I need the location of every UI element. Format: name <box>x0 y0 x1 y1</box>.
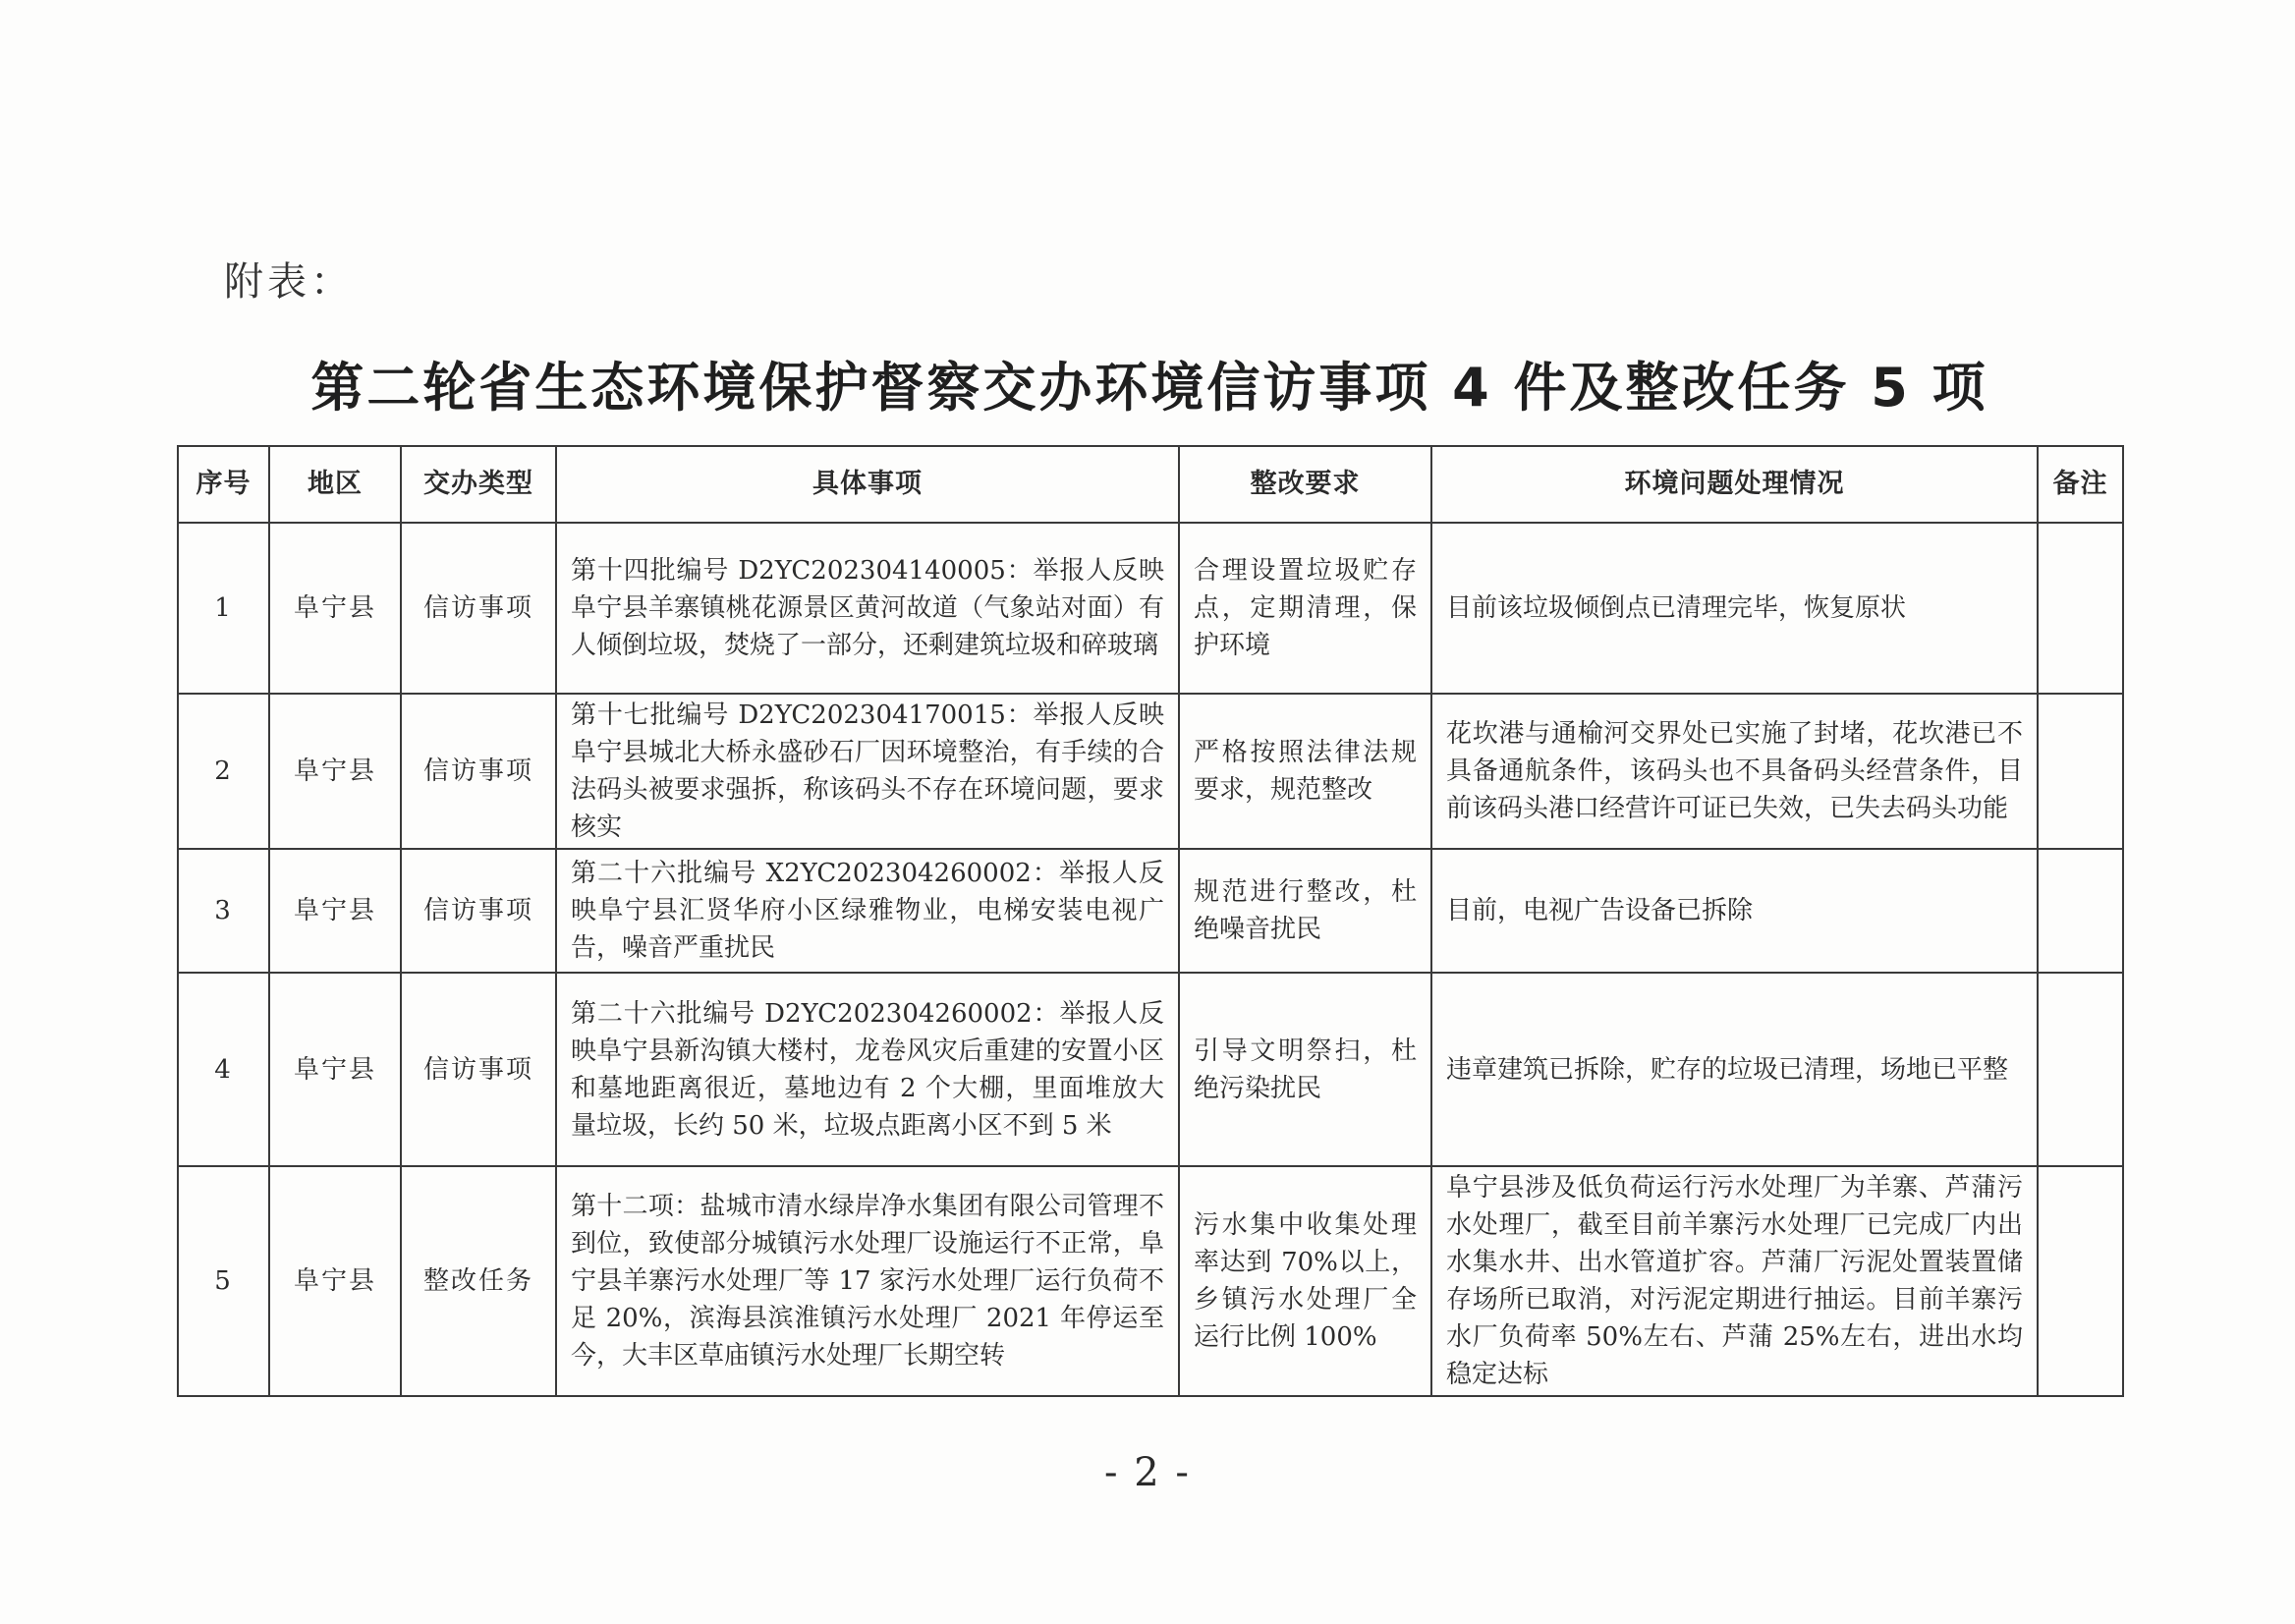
cell-remark <box>2038 694 2123 849</box>
header-type: 交办类型 <box>401 446 556 523</box>
cell-matter: 第二十六批编号 D2YC202304260002：举报人反映阜宁县新沟镇大楼村，龙卷风灾后重建的安置小区和墓地距离很近，墓地边有 2 个大棚，里面堆放大量垃圾，长约 50 米，垃圾点距离小区不到 5 米 <box>556 973 1179 1166</box>
cell-handling: 花坎港与通榆河交界处已实施了封堵，花坎港已不具备通航条件，该码头也不具备码头经营条件，目前该码头港口经营许可证已失效，已失去码头功能 <box>1431 694 2038 849</box>
table-row <box>178 694 2123 849</box>
cell-type: 信访事项 <box>401 694 556 849</box>
cell-region: 阜宁县 <box>269 973 401 1166</box>
cell-handling: 阜宁县涉及低负荷运行污水处理厂为羊寨、芦蒲污水处理厂，截至目前羊寨污水处理厂已完成厂内出水集水井、出水管道扩容。芦蒲厂污泥处置装置储存场所已取消，对污泥定期进行抽运。目前羊寨污水厂负荷率 50%左右、芦蒲 25%左右，进出水均稳定达标 <box>1431 1166 2038 1396</box>
cell-region: 阜宁县 <box>269 523 401 694</box>
cell-requirement: 合理设置垃圾贮存点，定期清理，保护环境 <box>1179 523 1431 694</box>
cell-requirement: 污水集中收集处理率达到 70%以上，乡镇污水处理厂全运行比例 100% <box>1179 1166 1431 1396</box>
cell-matter: 第十七批编号 D2YC202304170015：举报人反映阜宁县城北大桥永盛砂石厂因环境整治，有手续的合法码头被要求强拆，称该码头不存在环境问题，要求核实 <box>556 694 1179 849</box>
cell-handling: 违章建筑已拆除，贮存的垃圾已清理，场地已平整 <box>1431 973 2038 1166</box>
cell-requirement: 引导文明祭扫，杜绝污染扰民 <box>1179 973 1431 1166</box>
cell-handling: 目前，电视广告设备已拆除 <box>1431 849 2038 973</box>
cell-requirement: 严格按照法律法规要求，规范整改 <box>1179 694 1431 849</box>
cell-handling: 目前该垃圾倾倒点已清理完毕，恢复原状 <box>1431 523 2038 694</box>
header-region: 地区 <box>269 446 401 523</box>
cell-no: 2 <box>178 694 269 849</box>
table-header-row <box>178 446 2123 523</box>
cell-region: 阜宁县 <box>269 1166 401 1396</box>
table-row <box>178 849 2123 973</box>
cell-remark <box>2038 523 2123 694</box>
page-number: - 2 - <box>1104 1450 1191 1495</box>
cell-matter: 第十四批编号 D2YC202304140005：举报人反映阜宁县羊寨镇桃花源景区黄河故道（气象站对面）有人倾倒垃圾，焚烧了一部分，还剩建筑垃圾和碎玻璃 <box>556 523 1179 694</box>
cell-type: 信访事项 <box>401 973 556 1166</box>
cell-type: 信访事项 <box>401 849 556 973</box>
table-row <box>178 1166 2123 1396</box>
cell-no: 3 <box>178 849 269 973</box>
petition-table <box>177 445 2124 1397</box>
table-row <box>178 973 2123 1166</box>
header-no: 序号 <box>178 446 269 523</box>
cell-matter: 第二十六批编号 X2YC202304260002：举报人反映阜宁县汇贤华府小区绿雅物业，电梯安装电视广告，噪音严重扰民 <box>556 849 1179 973</box>
cell-requirement: 规范进行整改，杜绝噪音扰民 <box>1179 849 1431 973</box>
cell-region: 阜宁县 <box>269 694 401 849</box>
cell-remark <box>2038 849 2123 973</box>
cell-remark <box>2038 973 2123 1166</box>
cell-no: 1 <box>178 523 269 694</box>
cell-matter: 第十二项：盐城市清水绿岸净水集团有限公司管理不到位，致使部分城镇污水处理厂设施运行不正常，阜宁县羊寨污水处理厂等 17 家污水处理厂运行负荷不足 20%，滨海县滨淮镇污水处理厂 2021 年停运至今，大丰区草庙镇污水处理厂长期空转 <box>556 1166 1179 1396</box>
cell-remark <box>2038 1166 2123 1396</box>
cell-type: 整改任务 <box>401 1166 556 1396</box>
document-title: 第二轮省生态环境保护督察交办环境信访事项 4 件及整改任务 5 项 <box>310 357 1988 419</box>
cell-type: 信访事项 <box>401 523 556 694</box>
cell-no: 4 <box>178 973 269 1166</box>
appendix-label: 附表： <box>224 259 354 305</box>
header-handling: 环境问题处理情况 <box>1431 446 2038 523</box>
cell-no: 5 <box>178 1166 269 1396</box>
header-remark: 备注 <box>2038 446 2123 523</box>
table-row <box>178 523 2123 694</box>
cell-region: 阜宁县 <box>269 849 401 973</box>
header-matter: 具体事项 <box>556 446 1179 523</box>
header-requirement: 整改要求 <box>1179 446 1431 523</box>
